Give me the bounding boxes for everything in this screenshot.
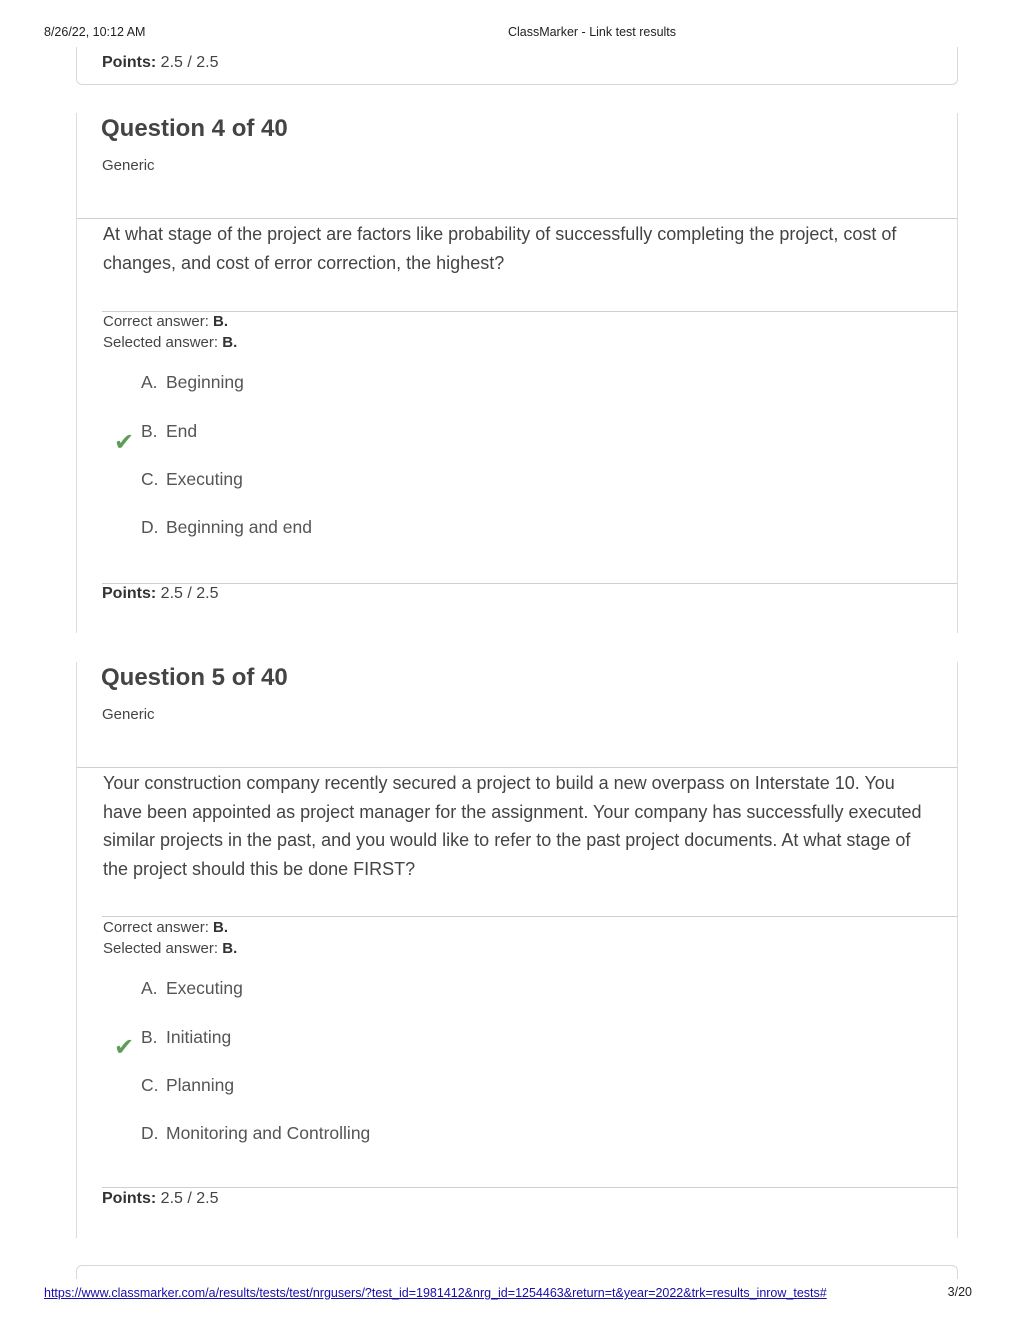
option-letter: B. <box>141 1027 158 1047</box>
option-d <box>141 517 312 538</box>
question-text: At what stage of the project are factors like probability of successfully completing the project, cost of changes, and cost of error correction, the highest? <box>103 224 897 273</box>
selected-answer-label: Selected answer: <box>103 334 219 351</box>
option-text: Initiating <box>166 1027 232 1047</box>
question-category: Generic <box>102 706 155 723</box>
option-letter: C. <box>141 1075 159 1095</box>
option-text: Executing <box>166 978 243 998</box>
points-value: 2.5 / 2.5 <box>160 54 219 71</box>
option-text: Beginning and end <box>166 517 312 537</box>
print-title: ClassMarker - Link test results <box>507 25 677 39</box>
question-points <box>102 585 219 603</box>
points-label: Points: <box>102 54 157 71</box>
page-url-link[interactable]: https://www.classmarker.com/a/results/tests/test/nrgusers/?test_id=1981412&nrg_id=1254463&return=t&year=2022&trk=results_inrow_tests# <box>44 1286 827 1300</box>
selected-answer-value: B. <box>222 940 238 957</box>
divider <box>102 583 957 584</box>
question-title: Question 5 of 40 <box>101 664 288 691</box>
question-card <box>76 662 958 1238</box>
option-text: Planning <box>166 1075 235 1095</box>
selected-answer <box>103 938 237 959</box>
correct-answer-label: Correct answer: <box>103 313 209 330</box>
print-datetime: 8/26/22, 10:12 AM <box>44 25 146 39</box>
option-d <box>141 1123 370 1144</box>
divider <box>77 767 957 768</box>
option-letter: D. <box>141 1123 159 1143</box>
points-label: Points: <box>102 1190 157 1207</box>
correct-answer <box>103 917 237 938</box>
option-b <box>141 421 197 442</box>
divider <box>77 218 957 219</box>
option-letter: A. <box>141 372 158 392</box>
check-mark-icon: ✔ <box>114 1034 135 1061</box>
page-number: 3/20 <box>947 1285 972 1299</box>
option-text: Beginning <box>166 372 244 392</box>
option-text: Executing <box>166 469 243 489</box>
option-text: End <box>166 421 198 441</box>
divider <box>102 1187 957 1188</box>
option-c <box>141 1075 234 1096</box>
selected-answer <box>103 332 237 353</box>
answer-info <box>103 311 237 353</box>
next-question-card <box>76 1265 958 1279</box>
selected-answer-value: B. <box>222 334 238 351</box>
points-value: 2.5 / 2.5 <box>160 1190 219 1207</box>
previous-points <box>102 54 219 72</box>
correct-answer <box>103 311 237 332</box>
question-text: Your construction company recently secured a project to build a new overpass on Interstate 10. You have been appointed as project manager for the assignment. Your company has successfully executed similar projects in the past, and you would like to refer to the past project documents. At what stage of the project should this be done FIRST? <box>103 773 922 879</box>
check-mark-icon: ✔ <box>114 429 135 456</box>
question-category: Generic <box>102 157 155 174</box>
option-letter: D. <box>141 517 159 537</box>
option-c <box>141 469 243 490</box>
points-label: Points: <box>102 585 157 602</box>
option-letter: A. <box>141 978 158 998</box>
option-text: Monitoring and Controlling <box>166 1123 371 1143</box>
question-points <box>102 1190 219 1208</box>
points-value: 2.5 / 2.5 <box>160 585 219 602</box>
correct-answer-label: Correct answer: <box>103 919 209 936</box>
correct-answer-value: B. <box>213 313 229 330</box>
option-a <box>141 978 243 999</box>
option-a <box>141 372 244 393</box>
selected-answer-label: Selected answer: <box>103 940 219 957</box>
question-title: Question 4 of 40 <box>101 115 288 142</box>
question-card <box>76 113 958 633</box>
option-letter: C. <box>141 469 159 489</box>
option-letter: B. <box>141 421 158 441</box>
option-b <box>141 1027 231 1048</box>
answer-info <box>103 917 237 959</box>
correct-answer-value: B. <box>213 919 229 936</box>
